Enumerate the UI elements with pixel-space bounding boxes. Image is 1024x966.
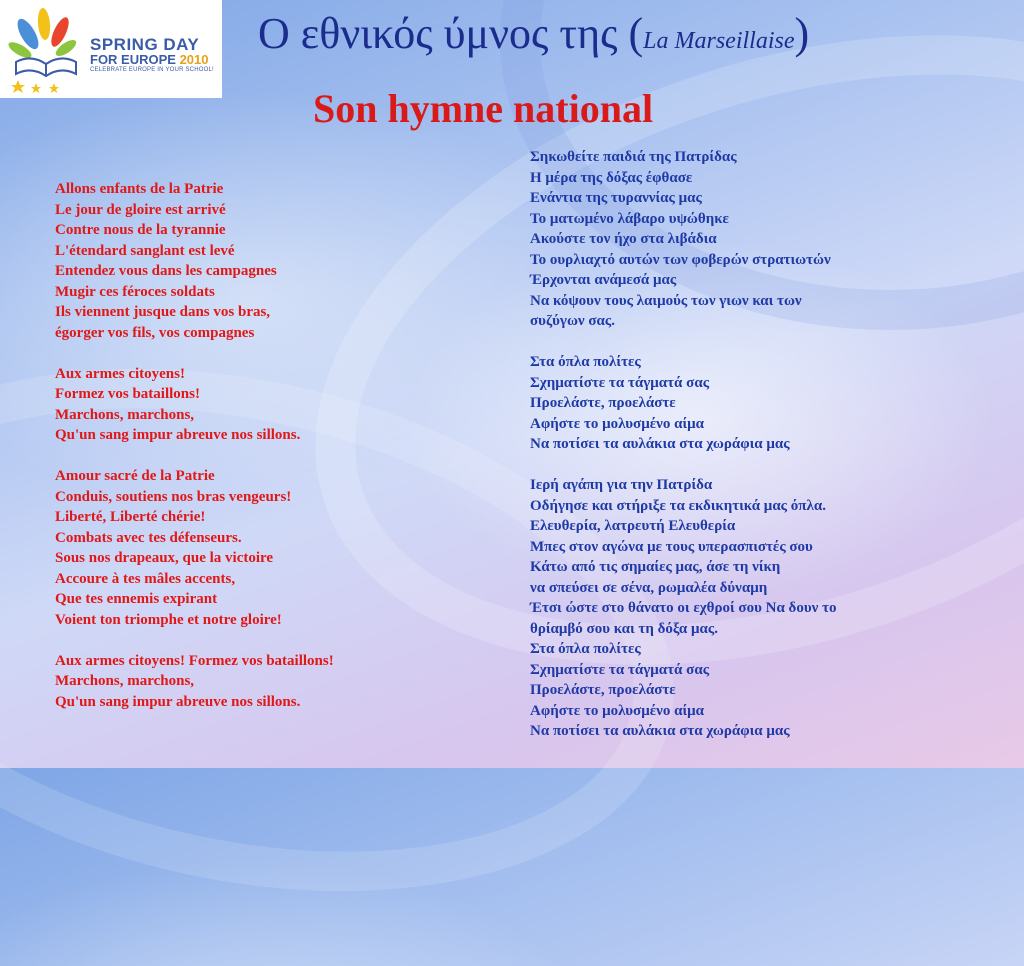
lyric-line: Allons enfants de la Patrie (55, 181, 224, 197)
lyric-line: Να ποτίσει τα αυλάκια στα χωράφια μας (530, 436, 790, 452)
lyric-line: Amour sacré de la Patrie (55, 468, 215, 484)
greek-lyrics (530, 147, 837, 742)
lyric-line: Entendez vous dans les campagnes (55, 263, 277, 279)
lyric-line: L'étendard sanglant est levé (55, 242, 235, 259)
lyric-line: θρίαμβό σου και τη δόξα μας. (530, 620, 718, 637)
lyric-line: égorger vos fils, vos compagnes (55, 324, 255, 341)
lyric-line: Conduis, soutiens nos bras vengeurs! (55, 488, 292, 505)
title-italic: La Marseillaise (643, 28, 795, 54)
lyric-line: Κάτω από τις σημαίες μας, άσε τη νίκη (530, 559, 781, 575)
french-lyrics (55, 179, 334, 712)
stanza-gap (55, 630, 334, 651)
lyric-line: Combats avec tes défenseurs. (55, 529, 242, 546)
book-flower-icon (6, 4, 86, 94)
lyric-line: Aux armes citoyens! (55, 365, 185, 382)
lyric-line: Έτσι ώστε στο θάνατο οι εχθροί σου Να δουν το (530, 600, 837, 616)
stanza-gap (530, 455, 837, 476)
lyric-line: Sous nos drapeaux, que la victoire (55, 550, 274, 566)
stanza-gap (55, 343, 334, 364)
lyric-line: Προελάστε, προελάστε (530, 682, 676, 698)
lyric-line: Ils viennent jusque dans vos bras, (55, 304, 271, 320)
lyric-line: Accoure à tes mâles accents, (55, 570, 236, 587)
lyric-line: Μπες στον αγώνα με τους υπερασπιστές σου (530, 538, 813, 555)
lyric-line: Έρχονται ανάμεσά μας (530, 272, 677, 288)
lyric-line: Formez vos bataillons! (55, 386, 200, 402)
lyric-line: Στα όπλα πολίτες (530, 641, 641, 657)
lyric-line: Η μέρα της δόξας έφθασε (530, 169, 693, 186)
lyric-line: Σχηματίστε τα τάγματά σας (530, 374, 710, 391)
lyric-line: Mugir ces féroces soldats (55, 283, 215, 300)
lyric-line: Qu'un sang impur abreuve nos sillons. (55, 427, 301, 443)
page-subtitle: Son hymne national (313, 86, 654, 131)
lyric-line: Marchons, marchons, (55, 673, 195, 689)
lyric-line: Ιερή αγάπη για την Πατρίδα (530, 477, 713, 493)
lyric-line: Να κόψουν τους λαιμούς των γιων και των (530, 292, 802, 309)
lyric-line: Ελευθερία, λατρευτή Ελευθερία (530, 518, 736, 534)
lyric-line: Αφήστε το μολυσμένο αίμα (530, 415, 704, 432)
page-title: Ο εθνικός ύμνος της (La Marseillaise) (258, 9, 810, 58)
logo-tagline: CELEBRATE EUROPE IN YOUR SCHOOL! (90, 67, 214, 73)
lyric-line: Aux armes citoyens! Formez vos bataillons! (55, 652, 334, 669)
logo-year: 2010 (179, 52, 209, 67)
logo-line-2: FOR EUROPE 2010 (90, 52, 209, 67)
spring-day-logo (0, 0, 222, 98)
lyric-line: συζύγων σας. (530, 313, 615, 329)
lyric-line: Qu'un sang impur abreuve nos sillons. (55, 693, 301, 710)
lyric-line: Το ουρλιαχτό αυτών των φοβερών στρατιωτών (530, 251, 831, 268)
lyric-line: Ενάντια της τυραννίας μας (530, 190, 702, 206)
lyric-line: Que tes ennemis expirant (55, 591, 218, 607)
lyric-line: Liberté, Liberté chérie! (55, 509, 206, 525)
lyric-line: Le jour de gloire est arrivé (55, 201, 226, 218)
lyric-line: Οδήγησε και στήριξε τα εκδικητικά μας όπλα. (530, 497, 826, 514)
stanza-gap (55, 446, 334, 467)
stanza-gap (530, 332, 837, 353)
lyric-line: Σχηματίστε τα τάγματά σας (530, 661, 710, 678)
lyric-line: Marchons, marchons, (55, 406, 195, 423)
lyric-line: Να ποτίσει τα αυλάκια στα χωράφια μας (530, 723, 790, 739)
lyric-line: Προελάστε, προελάστε (530, 395, 676, 411)
lyric-line: Στα όπλα πολίτες (530, 354, 641, 370)
lyric-line: Contre nous de la tyrannie (55, 222, 226, 238)
lyric-line: Αφήστε το μολυσμένο αίμα (530, 702, 704, 719)
lyric-line: Σηκωθείτε παιδιά της Πατρίδας (530, 149, 737, 165)
lyric-line: να σπεύσει σε σένα, ρωμαλέα δύναμη (530, 579, 768, 596)
lyric-line: Το ματωμένο λάβαρο υψώθηκε (530, 210, 729, 227)
lyric-line: Voient ton triomphe et notre gloire! (55, 611, 282, 628)
logo-line-1: SPRING DAY (90, 35, 200, 54)
lyric-line: Ακούστε τον ήχο στα λιβάδια (530, 231, 717, 247)
